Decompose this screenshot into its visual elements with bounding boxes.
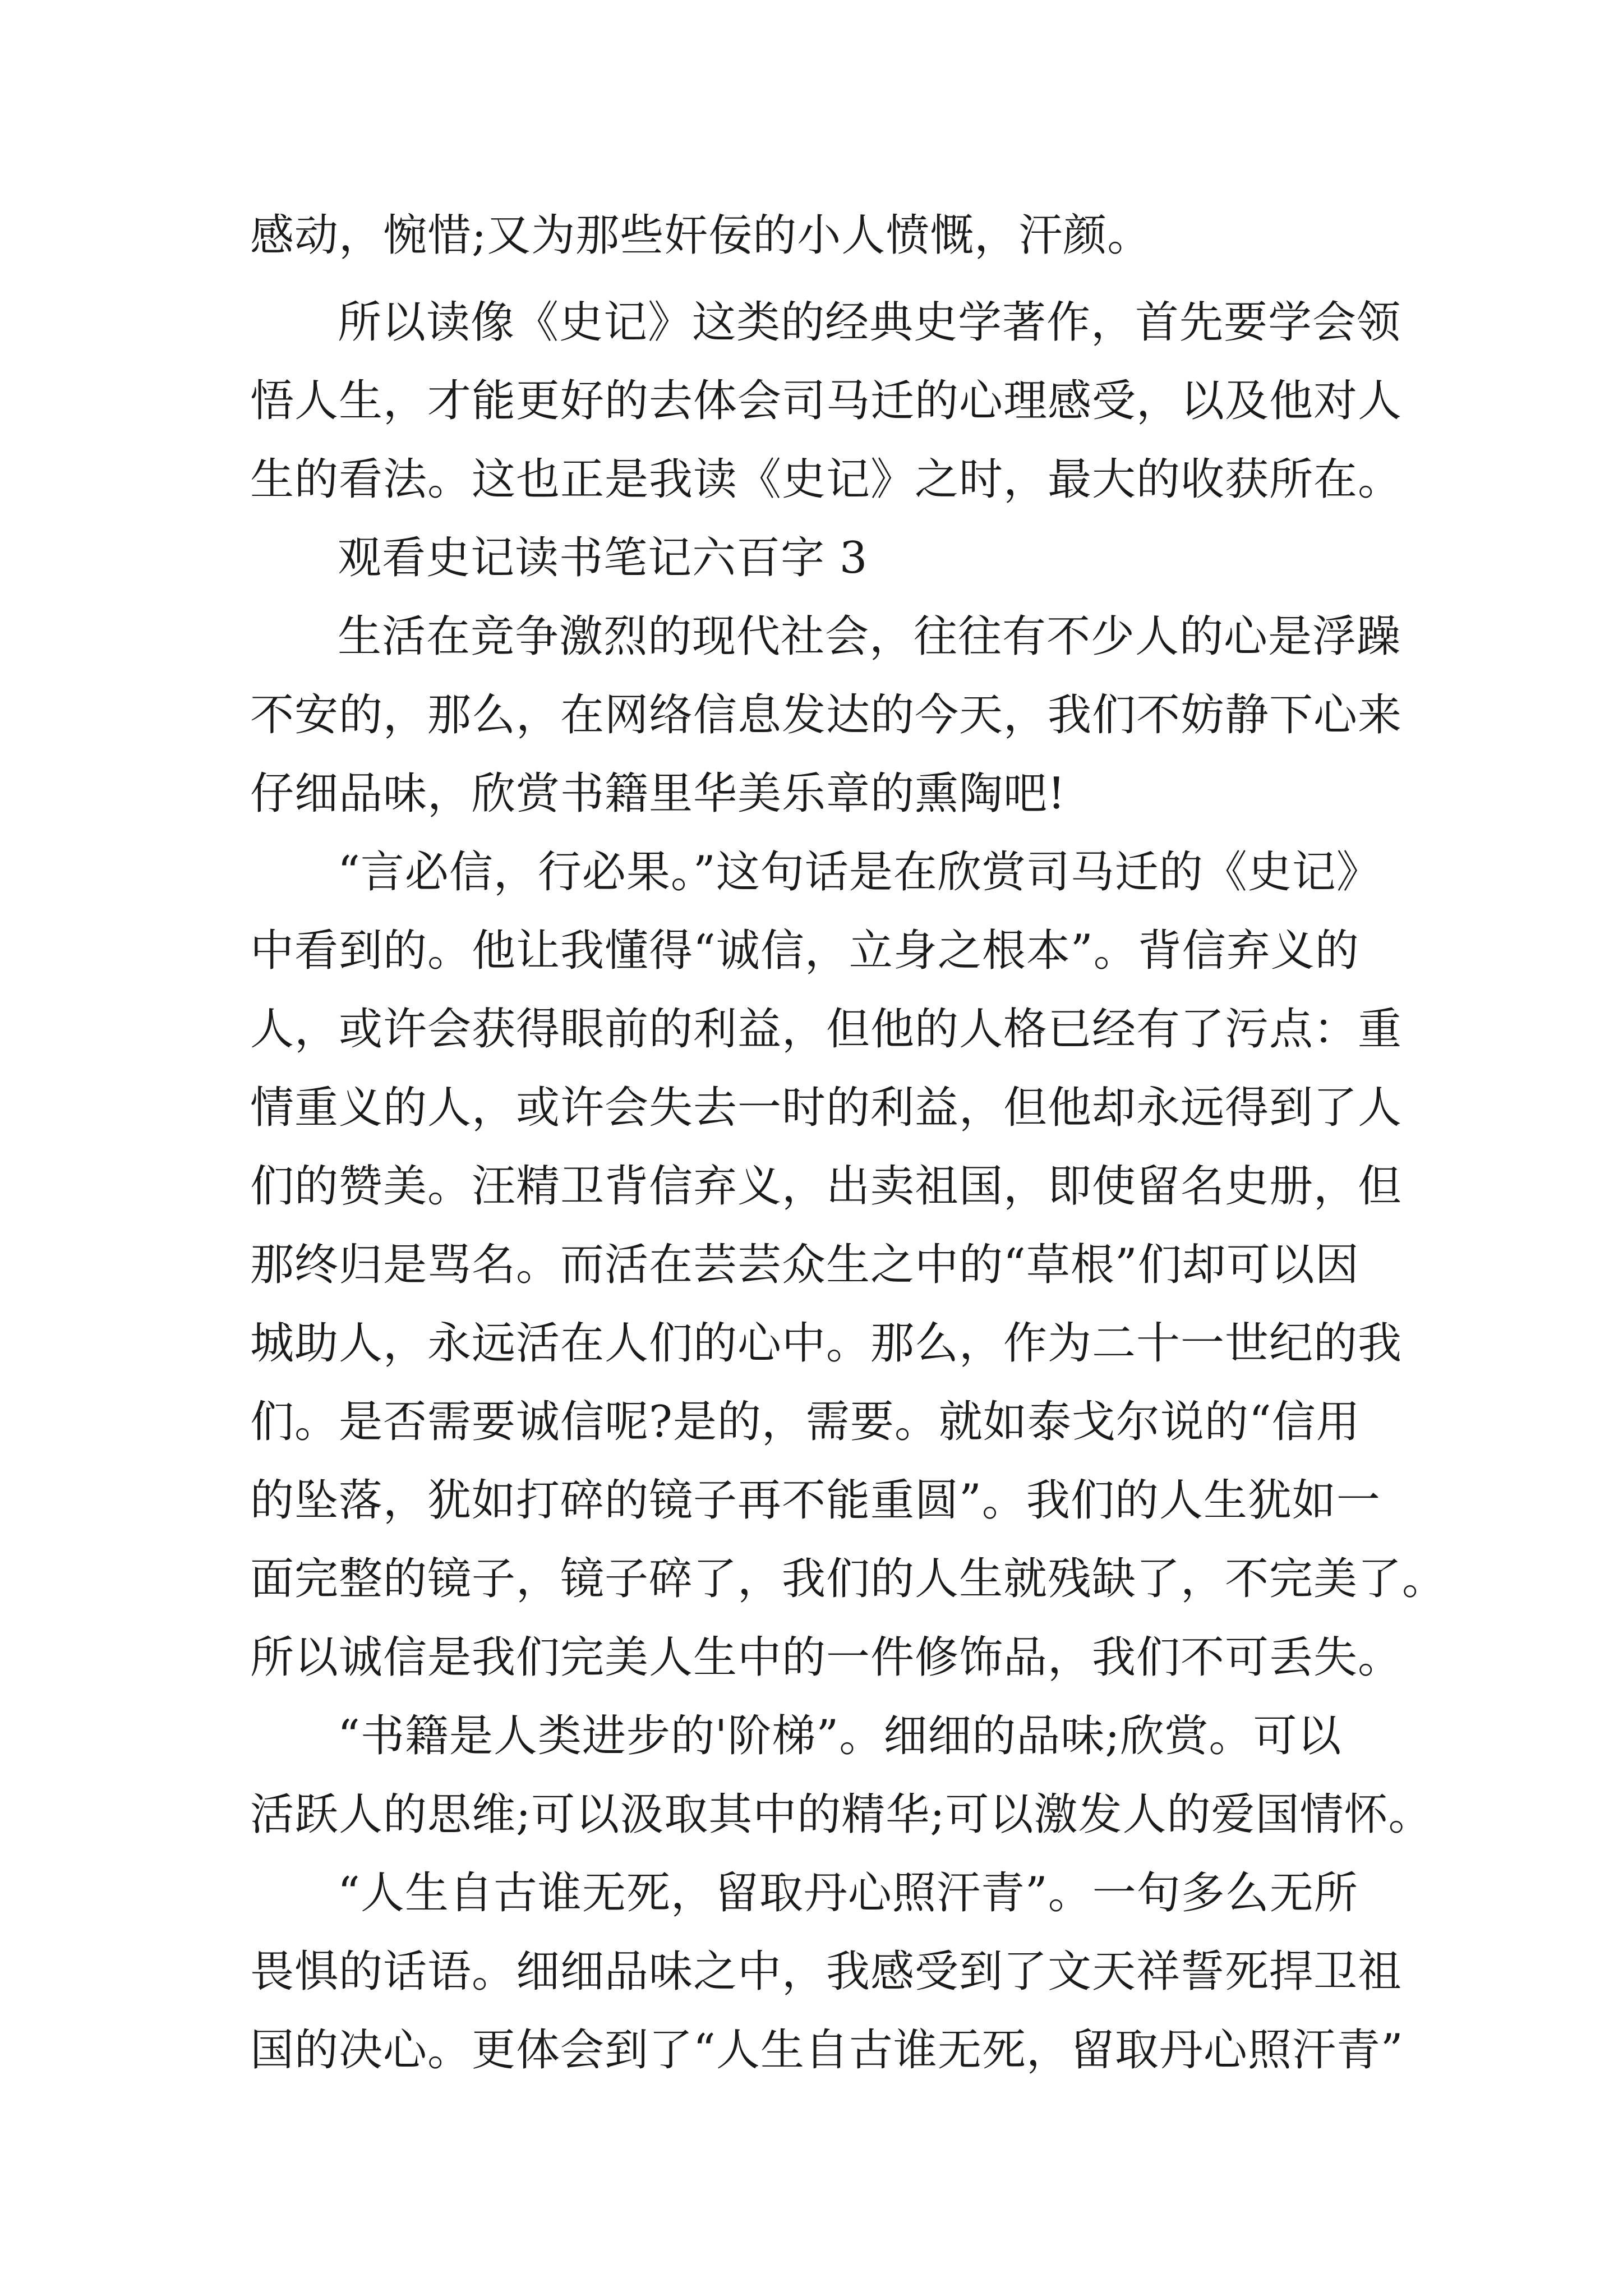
text-line: 国的决心。更体会到了“人生自古谁无死，留取丹心照汗青” — [250, 2025, 1404, 2076]
text-line: “人生自古谁无死，留取丹心照汗青”。一句多么无所 — [338, 1868, 1358, 1918]
text-line: 人，或许会获得眼前的利益，但他的人格已经有了污点：重 — [250, 1004, 1403, 1055]
text-line: 悟人生，才能更好的去体会司马迁的心理感受，以及他对人 — [250, 376, 1403, 426]
text-line: 城助人，永远活在人们的心中。那么，作为二十一世纪的我 — [250, 1318, 1403, 1369]
text-line: 的坠落，犹如打碎的镜子再不能重圆”。我们的人生犹如一 — [250, 1475, 1381, 1526]
text-line: 所以诚信是我们完美人生中的一件修饰品，我们不可丢失。 — [250, 1632, 1403, 1683]
text-line: 面完整的镜子，镜子碎了，我们的人生就残缺了，不完美了。 — [250, 1554, 1447, 1604]
text-line: 所以读像《史记》这类的经典史学著作，首先要学会领 — [338, 297, 1401, 348]
text-line: 们。是否需要诚信呢?是的，需要。就如泰戈尔说的“信用 — [250, 1397, 1361, 1447]
text-line: 情重义的人，或许会失去一时的利益，但他却永远得到了人 — [250, 1083, 1403, 1133]
text-line: 仔细品味，欣赏书籍里华美乐章的熏陶吧! — [250, 769, 1066, 819]
text-line: 生的看法。这也正是我读《史记》之时，最大的收获所在。 — [250, 454, 1403, 505]
text-line: 生活在竞争激烈的现代社会，往往有不少人的心是浮躁 — [338, 611, 1401, 662]
text-line: 那终归是骂名。而活在芸芸众生之中的“草根”们却可以因 — [250, 1240, 1359, 1290]
text-line: 感动，惋惜;又为那些奸佞的小人愤慨，汗颜。 — [250, 210, 1152, 261]
text-line: 不安的，那么，在网络信息发达的今天，我们不妨静下心来 — [250, 690, 1403, 740]
text-line: 中看到的。他让我懂得“诚信，立身之根本”。背信弃义的 — [250, 926, 1359, 976]
text-line: 们的赞美。汪精卫背信弃义，出卖祖国，即使留名史册，但 — [250, 1161, 1403, 1212]
text-line: “书籍是人类进步的'阶梯”。细细的品味;欣赏。可以 — [338, 1711, 1342, 1761]
text-line: 活跃人的思维;可以汲取其中的精华;可以激发人的爱国情怀。 — [250, 1789, 1433, 1840]
text-line: “言必信，行必果。”这句话是在欣赏司马迁的《史记》 — [338, 847, 1381, 898]
text-line: 畏惧的话语。细细品味之中，我感受到了文天祥誓死捍卫祖 — [250, 1947, 1403, 1997]
section-heading: 观看史记读书笔记六百字 3 — [338, 533, 868, 583]
